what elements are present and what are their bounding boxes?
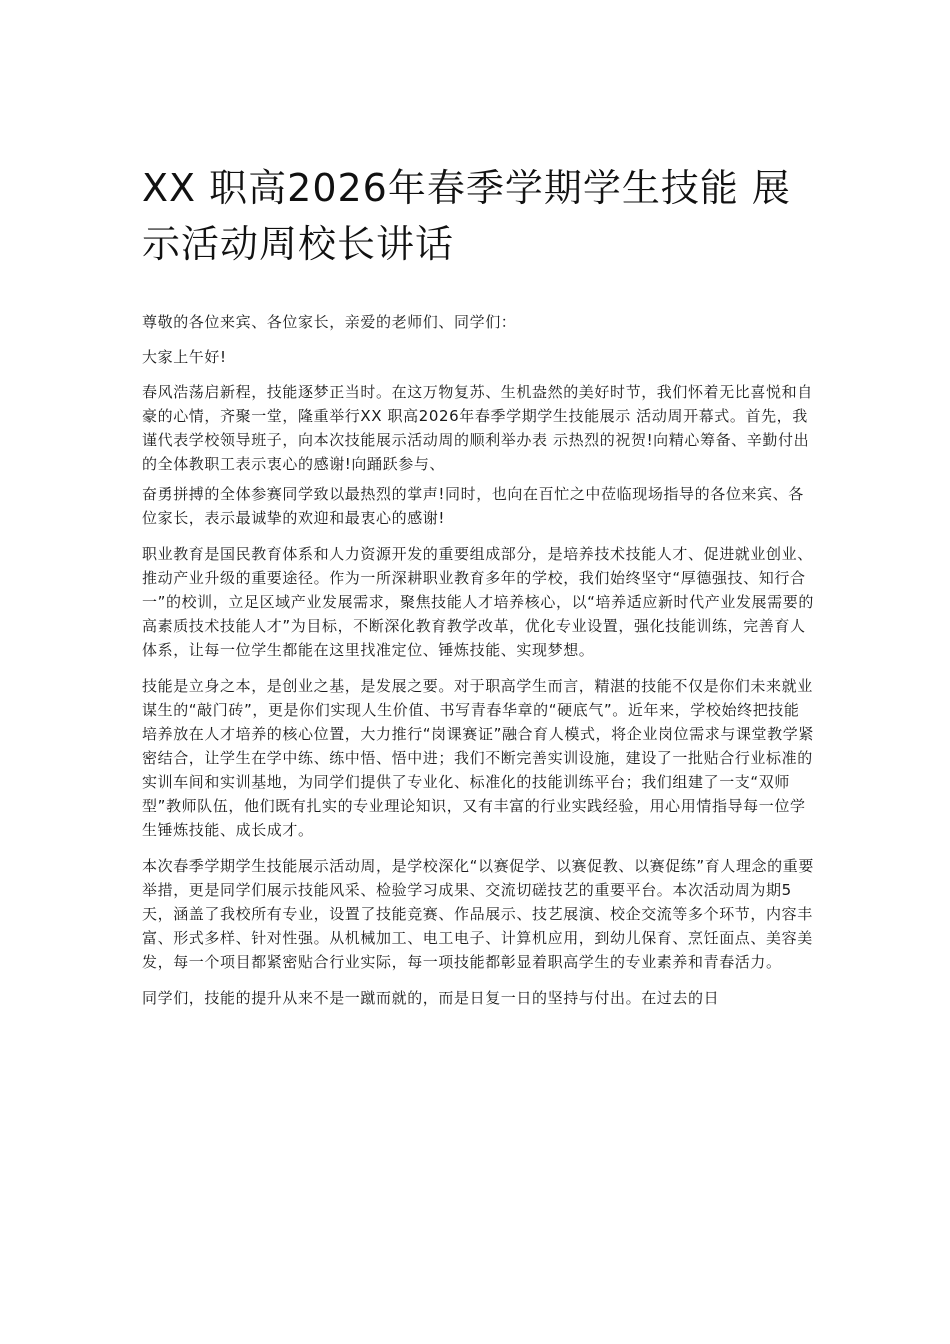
paragraph: 职业教育是国民教育体系和人力资源开发的重要组成部分，是培养技术技能人才、促进就业创业、推动产业升级的重要途径。作为一所深耕职业教育多年的学校，我们始终坚守“厚德强技、知行合一”的校训，立足区域产业发展需求，聚焦技能人才培养核心，以“培养适应新时代产业发展需要的高素质技术技能人才”为目标，不断深化教育教学改革，优化专业设置，强化技能训练，完善育人体系，让每一位学生都能在这里找准定位、锤炼技能、实现梦想。	[142, 545, 814, 659]
document-body	[142, 310, 814, 1021]
greeting: 大家上午好!	[142, 348, 227, 366]
paragraph: 技能是立身之本，是创业之基，是发展之要。对于职高学生而言，精湛的技能不仅是你们未来就业谋生的“敲门砖”，更是你们实现人生价值、书写青春华章的“硬底气”。近年来，学校始终把技能培养放在人才培养的核心位置，大力推行“岗课赛证”融合育人模式，将企业岗位需求与课堂教学紧密结合，让学生在学中练、练中悟、悟中进；我们不断完善实训设施，建设了一批贴合行业标准的实训车间和实训基地，为同学们提供了专业化、标准化的技能训练平台；我们组建了一支“双师型”教师队伍，他们既有扎实的专业理论知识，又有丰富的行业实践经验，用心用情指导每一位学生锤炼技能、成长成才。	[142, 677, 814, 839]
paragraph: 本次春季学期学生技能展示活动周，是学校深化“以赛促学、以赛促教、以赛促练”育人理念的重要举措，更是同学们展示技能风采、检验学习成果、交流切磋技艺的重要平台。本次活动周为期5天，涵盖了我校所有专业，设置了技能竞赛、作品展示、技艺展演、校企交流等多个环节，内容丰富、形式多样、针对性强。从机械加工、电工电子、计算机应用，到幼儿保育、烹饪面点、美容美发，每一个项目都紧密贴合行业实际，每一项技能都彰显着职高学生的专业素养和青春活力。	[142, 857, 814, 971]
paragraph: 同学们，技能的提升从来不是一蹴而就的，而是日复一日的坚持与付出。在过去的日	[142, 989, 720, 1007]
paragraph: 春风浩荡启新程，技能逐梦正当时。在这万物复苏、生机盎然的美好时节，我们怀着无比喜悦和自豪的心情，齐聚一堂，隆重举行XX 职高2026年春季学期学生技能展示 活动周开幕式。首先，我谨代表学校领导班子，向本次技能展示活动周的顺利举办表 示热烈的祝贺!向精心筹备、辛勤付出的全体教职工表示衷心的感谢!向踊跃参与、	[142, 383, 813, 473]
document-title: XX 职高2026年春季学期学生技能 展示活动周校长讲话	[142, 166, 791, 266]
paragraph: 奋勇拼搏的全体参赛同学致以最热烈的掌声!同时，也向在百忙之中莅临现场指导的各位来宾、各位家长，表示最诚挚的欢迎和最衷心的感谢!	[142, 485, 804, 527]
salutation: 尊敬的各位来宾、各位家长，亲爱的老师们、同学们：	[142, 313, 517, 331]
